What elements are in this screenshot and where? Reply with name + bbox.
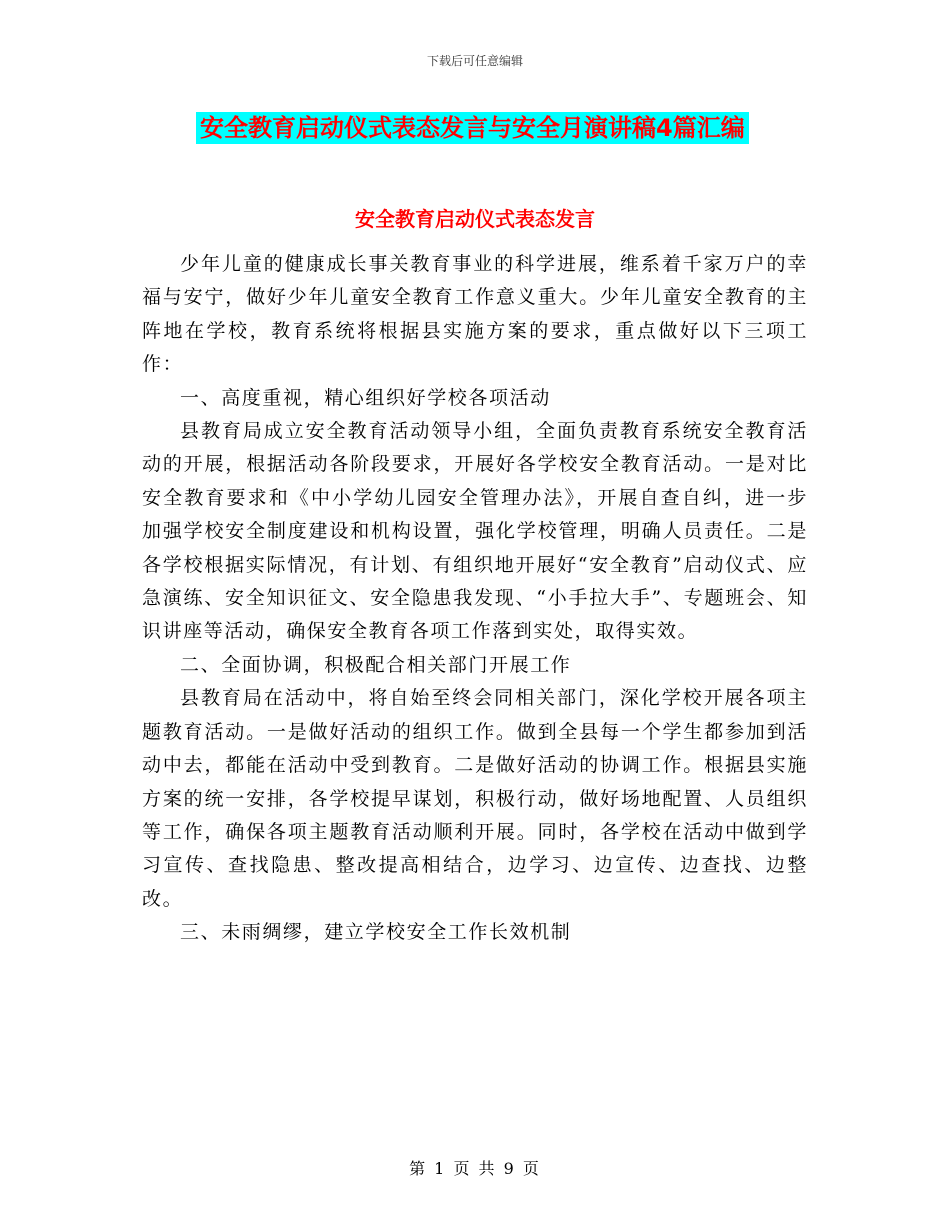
paragraph-point-one: 县教育局成立安全教育活动领导小组，全面负责教育系统安全教育活动的开展，根据活动各阶段要求，开展好各学校安全教育活动。一是对比安全教育要求和《中小学幼儿园安全管理办法》，开展自查自纠，进一步加强学校安全制度建设和机构设置，强化学校管理，明确人员责任。二是各学校根据实际情况，有计划、有组织地开展好“安全教育”启动仪式、应急演练、安全知识征文、安全隐患我发现、“小手拉大手”、专题班会、知识讲座等活动，确保安全教育各项工作落到实处，取得实效。 — [142, 420, 808, 643]
section-title: 安全教育启动仪式表态发言 — [355, 207, 595, 231]
paragraph-intro: 少年儿童的健康成长事关教育事业的科学进展，维系着千家万户的幸福与安宁，做好少年儿童安全教育工作意义重大。少年儿童安全教育的主阵地在学校，教育系统将根据县实施方案的要求，重点做好以下三项工作： — [142, 253, 808, 376]
heading-point-one: 一、高度重视，精心组织好学校各项活动 — [180, 386, 551, 409]
page-footer: 第 1 页 共 9 页 — [409, 1159, 541, 1178]
document-title: 安全教育启动仪式表态发言与安全月演讲稿4篇汇编 — [196, 112, 749, 144]
document-body — [142, 248, 808, 950]
header-note: 下载后可任意编辑 — [426, 54, 523, 68]
paragraph-point-two: 县教育局在活动中，将自始至终会同相关部门，深化学校开展各项主题教育活动。一是做好活动的组织工作。做到全县每一个学生都参加到活动中去，都能在活动中受到教育。二是做好活动的协调工作。根据县实施方案的统一安排，各学校提早谋划，积极行动，做好场地配置、人员组织等工作，确保各项主题教育活动顺利开展。同时，各学校在活动中做到学习宣传、查找隐患、整改提高相结合，边学习、边宣传、边查找、边整改。 — [142, 687, 808, 910]
heading-point-two: 二、全面协调，积极配合相关部门开展工作 — [180, 653, 572, 676]
heading-point-three: 三、未雨绸缪，建立学校安全工作长效机制 — [180, 921, 572, 944]
